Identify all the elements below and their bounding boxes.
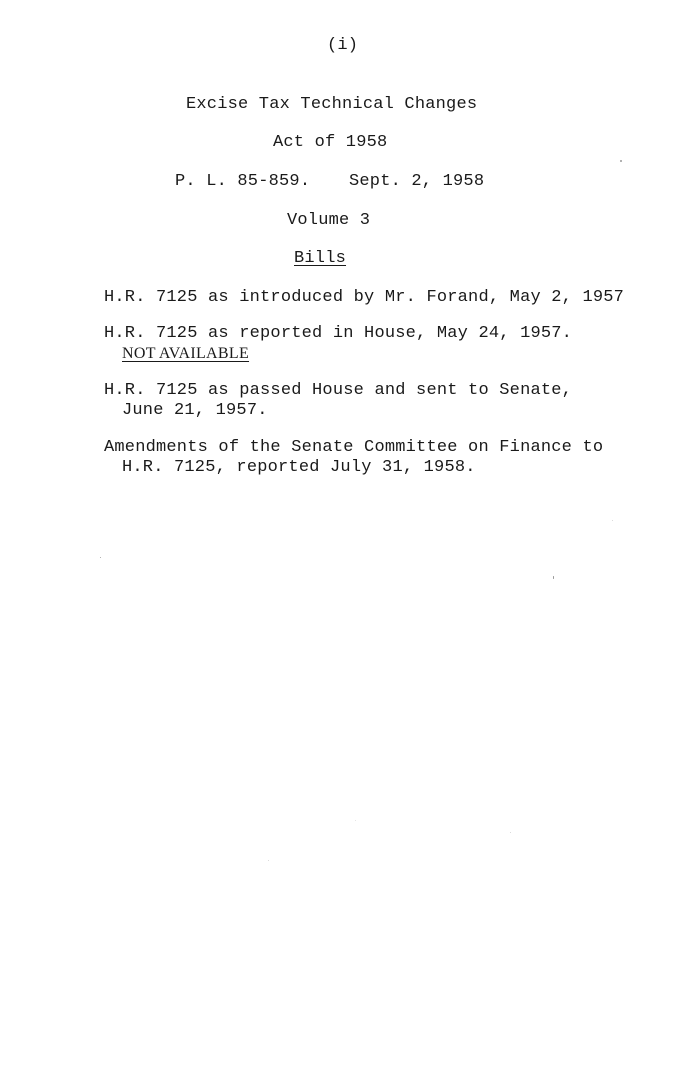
entry-reported: H.R. 7125 as reported in House, May 24, 1957. [104, 324, 573, 343]
public-law-number: P. L. 85-859. [175, 172, 311, 191]
scan-speck [612, 520, 613, 521]
scan-speck [268, 860, 269, 861]
entry-amendments-line-1: Amendments of the Senate Committee on Finance to [104, 438, 604, 457]
title-line-2: Act of 1958 [273, 133, 388, 152]
title-line-1: Excise Tax Technical Changes [186, 95, 478, 114]
entry-introduced: H.R. 7125 as introduced by Mr. Forand, May 2, 1957 [104, 288, 625, 307]
scan-speck [620, 160, 622, 162]
scan-speck [553, 576, 554, 579]
scan-speck [510, 832, 511, 833]
volume-label: Volume 3 [287, 211, 371, 230]
scan-speck [100, 557, 101, 558]
law-date: Sept. 2, 1958 [349, 172, 485, 191]
page-number: (i) [327, 36, 359, 55]
entry-passed-line-1: H.R. 7125 as passed House and sent to Senate, [104, 381, 573, 400]
entry-passed-line-2: June 21, 1957. [122, 401, 268, 420]
section-heading: Bills [294, 249, 347, 268]
not-available-note: NOT AVAILABLE [122, 345, 250, 362]
entry-amendments-line-2: H.R. 7125, reported July 31, 1958. [122, 458, 476, 477]
scan-speck [355, 820, 356, 821]
